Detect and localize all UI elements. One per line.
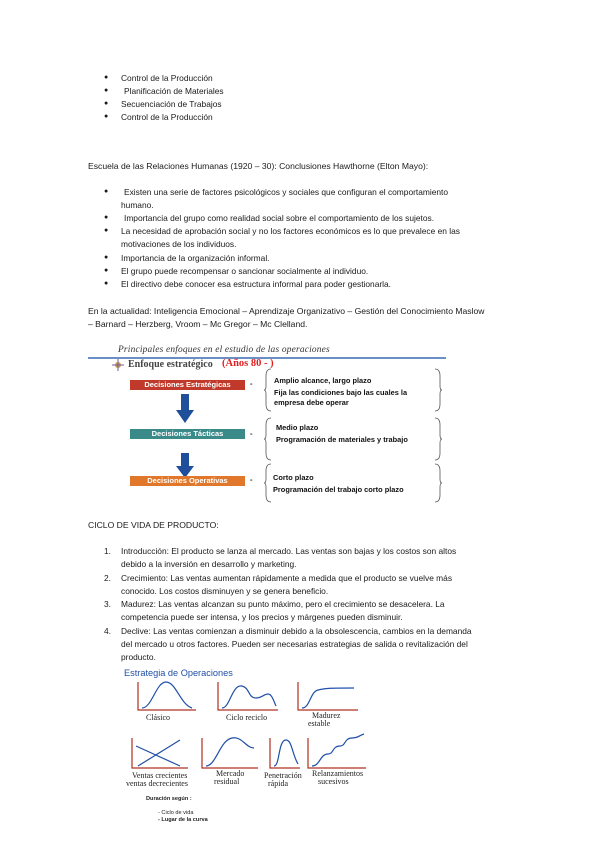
- curve-label: Relanzamientos: [312, 769, 364, 778]
- section-heading: Escuela de las Relaciones Humanas (1920 – 30): Conclusiones Hawthorne (Elton Mayo):: [88, 161, 429, 171]
- curve-label: sucesivos: [318, 777, 349, 786]
- decisiones-estrategicas-box: Decisiones Estratégicas: [130, 380, 245, 390]
- actualidad-line-1: En la actualidad: Inteligencia Emocional – Aprendizaje Organizativo – Gestión del Conocimiento Maslow: [88, 306, 485, 316]
- ciclo-reciclo-curve: [222, 686, 276, 708]
- footnote-item: - Ciclo de vida: [158, 810, 194, 816]
- list-item: Importancia de la organización informal.: [121, 253, 270, 263]
- list-item-cont: motivaciones de los individuos.: [121, 239, 237, 249]
- level-desc: Medio plazo: [276, 423, 319, 432]
- ventas-decrecientes-line: [138, 740, 180, 766]
- axis-icon: [270, 738, 300, 768]
- right-brace-icon: [434, 368, 442, 412]
- level-desc: Corto plazo: [273, 473, 314, 482]
- left-brace-icon: [264, 368, 272, 412]
- strategy-title: Estrategia de Operaciones: [124, 668, 233, 678]
- right-brace-icon: [434, 463, 442, 503]
- list-item: Planificación de Materiales: [124, 86, 224, 96]
- diagram-title: Principales enfoques en el estudio de las operaciones: [118, 345, 330, 355]
- curve-label: Madurez: [312, 711, 341, 720]
- bullet-icon: ●: [104, 113, 109, 120]
- list-item: Declive: Las ventas comienzan a disminuir debido a la obsolescencia, cambios en la demanda: [121, 626, 472, 636]
- dash: -: [250, 429, 253, 438]
- dash: -: [250, 475, 253, 484]
- bullet-icon: ●: [104, 188, 109, 195]
- sparkle-icon: [112, 359, 124, 371]
- curve-label: Penetración: [264, 771, 302, 780]
- operations-approaches-diagram: [88, 343, 446, 503]
- list-item: Importancia del grupo como realidad social sobre el comportamiento de los sujetos.: [124, 213, 435, 223]
- right-brace-icon: [434, 417, 442, 461]
- list-number: 3.: [104, 599, 111, 609]
- relanzamientos-curve: [312, 734, 364, 766]
- footnote-label: Duración según :: [146, 796, 192, 802]
- bullet-icon: ●: [104, 214, 109, 221]
- mercado-residual-curve: [206, 738, 254, 766]
- bullet-icon: ●: [104, 227, 109, 234]
- bullet-icon: ●: [104, 74, 109, 81]
- list-item: El directivo debe conocer esa estructura informal para poder gestionarla.: [121, 279, 392, 289]
- down-arrow-icon: [176, 394, 194, 424]
- curve-label: residual: [214, 777, 240, 786]
- list-item-cont: debido a la inversión en desarrollo y marketing.: [121, 559, 297, 569]
- decisiones-tacticas-box: Decisiones Tácticas: [130, 429, 245, 439]
- actualidad-line-2: – Barnard – Herzberg, Vroom – Mc Gregor – Mc Clelland.: [88, 319, 308, 329]
- list-item-cont: del mercado u otros factores. Pueden ser necesarias estrategias de salida o revitalización del: [121, 639, 468, 649]
- enfoque-subtitle: Enfoque estratégico: [128, 359, 213, 370]
- list-item: Control de la Producción: [121, 73, 213, 83]
- list-item-cont: competencia puede ser intensa, y los precios y márgenes pueden disminuir.: [121, 612, 403, 622]
- bullet-icon: ●: [104, 254, 109, 261]
- dash: -: [250, 379, 253, 388]
- list-item: Existen una serie de factores psicológicos y sociales que configuran el comportamiento: [124, 187, 449, 197]
- list-number: 2.: [104, 573, 111, 583]
- estrategia-operaciones-diagram: [118, 668, 380, 844]
- level-desc: Programación del trabajo corto plazo: [273, 485, 404, 494]
- bullet-icon: ●: [104, 100, 109, 107]
- list-number: 1.: [104, 546, 111, 556]
- madurez-estable-curve: [302, 688, 354, 708]
- decisiones-operativas-box: Decisiones Operativas: [130, 476, 245, 486]
- list-item: Introducción: El producto se lanza al mercado. Las ventas son bajas y los costos son altos: [121, 546, 457, 556]
- left-brace-icon: [264, 417, 272, 461]
- list-item-cont: producto.: [121, 652, 156, 662]
- curve-label: Clásico: [146, 713, 170, 722]
- level-desc: Programación de materiales y trabajo: [276, 435, 408, 444]
- footnote-item: - Lugar de la curva: [158, 817, 208, 823]
- level-desc: Fija las condiciones bajo las cuales la: [274, 388, 408, 397]
- curve-label: Ventas crecientes: [132, 771, 188, 780]
- list-item: La necesidad de aprobación social y no los factores económicos es lo que prevalece en las: [121, 226, 460, 236]
- bullet-icon: ●: [104, 87, 109, 94]
- penetracion-rapida-curve: [274, 740, 298, 766]
- list-item: Madurez: Las ventas alcanzan su punto máximo, pero el crecimiento se desacelera. La: [121, 599, 445, 609]
- list-number: 4.: [104, 626, 111, 636]
- list-item: Crecimiento: Las ventas aumentan rápidamente a medida que el producto se vuelve más: [121, 573, 453, 583]
- left-brace-icon: [264, 463, 272, 503]
- curve-label: Ciclo reciclo: [226, 713, 268, 722]
- list-item: El grupo puede recompensar o sancionar socialmente al individuo.: [121, 266, 369, 276]
- level-desc: empresa debe operar: [274, 398, 349, 407]
- bullet-icon: ●: [104, 267, 109, 274]
- list-item-cont: conocido. Los costos disminuyen y se genera beneficio.: [121, 586, 329, 596]
- curve-label: rápida: [268, 779, 288, 788]
- curve-label: estable: [308, 719, 331, 728]
- list-item-cont: humano.: [121, 200, 154, 210]
- list-item: Control de la Producción: [121, 112, 213, 122]
- axis-icon: [218, 682, 278, 710]
- clasico-curve: [142, 682, 192, 708]
- list-item: Secuenciación de Trabajos: [121, 99, 222, 109]
- level-desc: Amplio alcance, largo plazo: [274, 376, 372, 385]
- bullet-icon: ●: [104, 280, 109, 287]
- enfoque-years: (Años 80 - ): [222, 358, 274, 369]
- curve-label: Mercado: [216, 769, 245, 778]
- curve-label: ventas decrecientes: [126, 779, 188, 788]
- section-heading: CICLO DE VIDA DE PRODUCTO:: [88, 520, 219, 530]
